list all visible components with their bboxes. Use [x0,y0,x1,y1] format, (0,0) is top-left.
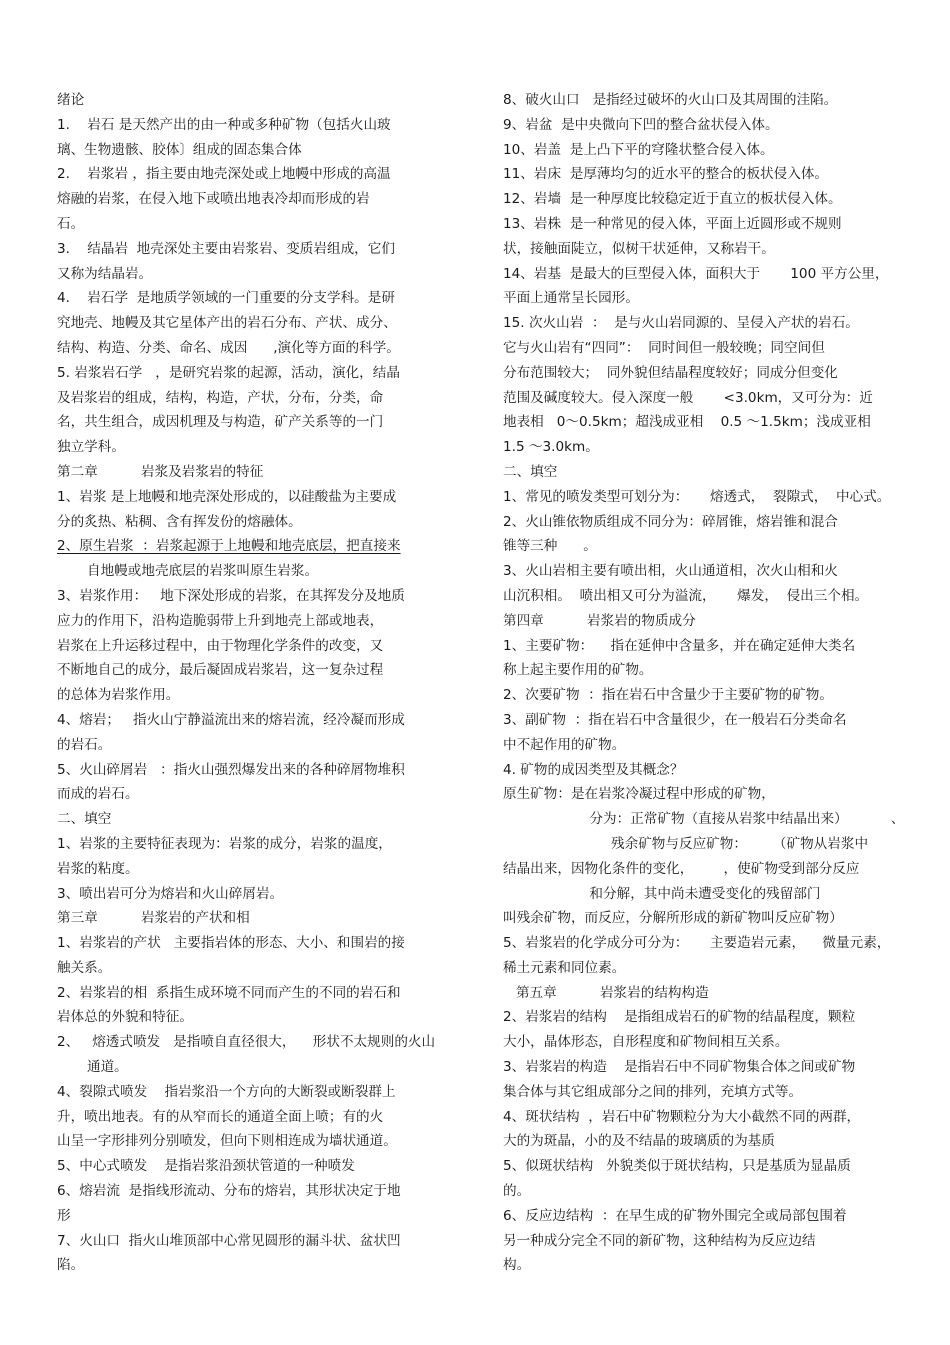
text-line: 3、喷出岩可分为熔岩和火山碎屑岩。 [57,885,284,902]
text-line: 名，共生组合，成因机理及与构造，矿产关系等的一门 [57,414,384,431]
text-line: 通道。 [87,1059,128,1076]
text-line: 3、岩浆作用： 地下深处形成的岩浆，在其挥发分及地质 [57,587,405,604]
text-line: 3、岩浆岩的构造 是指岩石中不同矿物集合体之间或矿物 [503,1059,856,1076]
text-line: 残余矿物与反应矿物： （矿物从岩浆中 [503,835,869,852]
text-line: 独立学科。 [57,439,125,456]
text-line: 2、 熔透式喷发 是指喷自直径很大， 形状不太规则的火山 [57,1034,436,1051]
text-line: 1、常见的喷发类型可划分为： 熔透式， 裂隙式， 中心式。 [503,488,891,505]
text-line: 构。 [503,1257,531,1274]
text-line: 2. 岩浆岩 ，指主要由地壳深处或上地幔中形成的高温 [57,166,391,183]
text-line: 5. 岩浆岩石学 ，是研究岩浆的起源，活动，演化，结晶 [57,364,400,381]
text-line: 原生矿物：是在岩浆冷凝过程中形成的矿物， [503,786,775,803]
section-heading-fill: 二、填空 [57,811,112,828]
text-line: 另一种成分完全不同的新矿物，这种结构为反应边结 [503,1232,816,1249]
text-line: 5、岩浆岩的化学成分可分为： 主要造岩元素， 微量元素， [503,935,891,952]
text-line: 的。 [503,1183,531,1200]
text-line: 石。 [57,215,85,232]
text-line: 的岩石。 [57,736,112,753]
text-line: 不断地自己的成分，最后凝固成岩浆岩，这一复杂过程 [57,662,384,679]
chapter-heading-2: 第二章 岩浆及岩浆岩的特征 [57,463,264,480]
text-line: 熔融的岩浆，在侵入地下或喷出地表冷却而形成的岩 [57,191,370,208]
text-line: 1、岩浆的主要特征表现为：岩浆的成分，岩浆的温度， [57,835,392,852]
text-line: 叫残余矿物，而反应，分解所形成的新矿物叫反应矿物） [503,910,843,927]
text-line: 结晶出来，因物化条件的变化， ，使矿物受到部分反应 [503,860,860,877]
text-line: 锥等三种 。 [503,538,597,555]
text-line: 3、火山岩相主要有喷出相，火山通道相，次火山相和火 [503,563,838,580]
text-line: 4、熔岩； 指火山宁静溢流出来的熔岩流，经冷凝而形成 [57,711,405,728]
text-line: 陷。 [57,1257,85,1274]
text-line: 大小，晶体形态，自形程度和矿物间相互关系。 [503,1034,789,1051]
text-line: 12、岩墙 是一种厚度比较稳定近于直立的板状侵入体。 [503,191,842,208]
chapter-heading-5: 第五章 岩浆岩的结构构造 [503,984,709,1001]
text-line: 10、岩盖 是上凸下平的穹隆状整合侵入体。 [503,141,774,158]
text-line: 1、主要矿物： 指在延伸中含量多，并在确定延伸大类名 [503,637,856,654]
text-line: 14、岩基 是最大的巨型侵入体，面积大于 100 平方公里， [503,265,889,282]
text-line: 大的为斑晶，小的及不结晶的玻璃质的为基质 [503,1133,775,1150]
text-line: 状，接触面陡立，似树干状延伸，又称岩干。 [503,240,775,257]
text-line: 称上起主要作用的矿物。 [503,662,653,679]
text-line: 6、熔岩流 是指线形流动、分布的熔岩，其形状决定于地 [57,1183,401,1200]
text-line: 4. 岩石学 是地质学领域的一门重要的分支学科。是研 [57,290,395,307]
text-line: 分为：正常矿物（直接从岩浆中结晶出来） 、 [503,811,905,828]
text-line: 4、斑状结构 ，岩石中矿物颗粒分为大小截然不同的两群， [503,1108,861,1125]
right-column [503,88,905,1278]
text-line-underlined: 2、原生岩浆 ：岩浆起源于上地幔和地壳底层，把直接来 [57,538,401,555]
text-line: 的总体为岩浆作用。 [57,687,180,704]
text-line: 璃、生物遗骸、胶体〕组成的固态集合体 [57,141,302,158]
text-line: 而成的岩石。 [57,786,139,803]
text-line: 升，喷出地表。有的从窄而长的通道全面上喷；有的火 [57,1108,384,1125]
text-line: 它与火山岩有“四同”： 同时间但一般较晚；同空间但 [503,339,825,356]
text-line: 9、岩盆 是中央微向下凹的整合盆状侵入体。 [503,116,779,133]
text-line: 山沉积相。 喷出相又可分为溢流， 爆发， 侵出三个相。 [503,587,869,604]
text-line: 山呈一字形排列分别喷发，但向下则相连成为墙状通道。 [57,1133,397,1150]
text-line: 13、岩株 是一种常见的侵入体，平面上近圆形或不规则 [503,215,842,232]
text-line: 11、岩床 是厚薄均匀的近水平的整合的板状侵入体。 [503,166,829,183]
text-line: 4、裂隙式喷发 指岩浆沿一个方向的大断裂或断裂群上 [57,1083,396,1100]
text-line: 1、岩浆 是上地幔和地壳深处形成的，以硅酸盐为主要成 [57,488,397,505]
text-line: 岩浆的粘度。 [57,860,139,877]
text-line: 及岩浆岩的组成，结构，构造，产状，分布，分类，命 [57,389,384,406]
text-line: 平面上通常呈长园形。 [503,290,639,307]
text-line: 2、次要矿物 ：指在岩石中含量少于主要矿物的矿物。 [503,687,833,704]
text-line: 1. 岩石 是天然产出的由一种或多种矿物（包括火山玻 [57,116,391,133]
heading-introduction: 绪论 [57,92,85,108]
text-line: 分布范围较大； 同外貌但结晶程度较好；同成分但变化 [503,364,838,381]
text-line: 中不起作用的矿物。 [503,736,626,753]
text-line: 岩浆在上升运移过程中，由于物理化学条件的改变，又 [57,637,384,654]
text-line: 形 [57,1207,71,1224]
text-line: 3. 结晶岩 地壳深处主要由岩浆岩、变质岩组成，它们 [57,240,395,257]
text-line: 2、岩浆岩的结构 是指组成岩石的矿物的结晶程度，颗粒 [503,1009,856,1026]
text-line: 1.5 ～3.0km。 [503,439,599,456]
text-line: 应力的作用下，沿构造脆弱带上升到地壳上部或地表， [57,612,384,629]
text-line: 范围及碱度较大。侵入深度一般 <3.0km，又可分为：近 [503,389,873,406]
text-line: 8、破火山口 是指经过破坏的火山口及其周围的洼陷。 [503,92,838,108]
chapter-heading-3: 第三章 岩浆岩的产状和相 [57,910,250,927]
text-line: 15. 次火山岩 ： 是与火山岩同源的、呈侵入产状的岩石。 [503,315,859,332]
text-line: 和分解，其中尚未遭受变化的残留部门 [503,885,821,902]
text-line: 5、火山碎屑岩 ：指火山强烈爆发出来的各种碎屑物堆积 [57,761,405,778]
chapter-heading-4: 第四章 岩浆岩的物质成分 [503,612,696,629]
text-line: 6、反应边结构 ：在早生成的矿物外围完全或局部包围着 [503,1207,847,1224]
text-line: 4. 矿物的成因类型及其概念？ [503,761,684,778]
text-line: 集合体与其它组成部分之间的排列，充填方式等。 [503,1083,803,1100]
left-column [57,88,442,1278]
text-line: 5、中心式喷发 是指岩浆沿颈状管道的一种喷发 [57,1158,355,1175]
text-line: 岩体总的外貌和特征。 [57,1009,193,1026]
section-heading-fill: 二、填空 [503,463,558,480]
text-line: 触关系。 [57,959,112,976]
text-line: 分的炙热、粘稠、含有挥发份的熔融体。 [57,513,302,530]
text-line: 2、岩浆岩的相 系指生成环境不同而产生的不同的岩石和 [57,984,401,1001]
text-line: 1、岩浆岩的产状 主要指岩体的形态、大小、和围岩的接 [57,935,405,952]
text-line: 7、火山口 指火山堆顶部中心常见圆形的漏斗状、盆状凹 [57,1232,401,1249]
text-line: 究地壳、地幔及其它星体产出的岩石分布、产状、成分、 [57,315,397,332]
text-line: 结构、构造、分类、命名、成因 ,演化等方面的科学。 [57,339,400,356]
text-line: 地表相 0～0.5km；超浅成亚相 0.5 ～1.5km；浅成亚相 [503,414,871,431]
text-line: 又称为结晶岩。 [57,265,153,282]
text-line: 2、火山锥依物质组成不同分为：碎屑锥，熔岩锥和混合 [503,513,838,530]
text-line: 稀土元素和同位素。 [503,959,626,976]
text-line: 自地幔或地壳底层的岩浆叫原生岩浆。 [87,563,319,580]
text-line: 5、似斑状结构 外貌类似于斑状结构，只是基质为显晶质 [503,1158,851,1175]
text-line: 3、副矿物 ：指在岩石中含量很少，在一般岩石分类命名 [503,711,847,728]
